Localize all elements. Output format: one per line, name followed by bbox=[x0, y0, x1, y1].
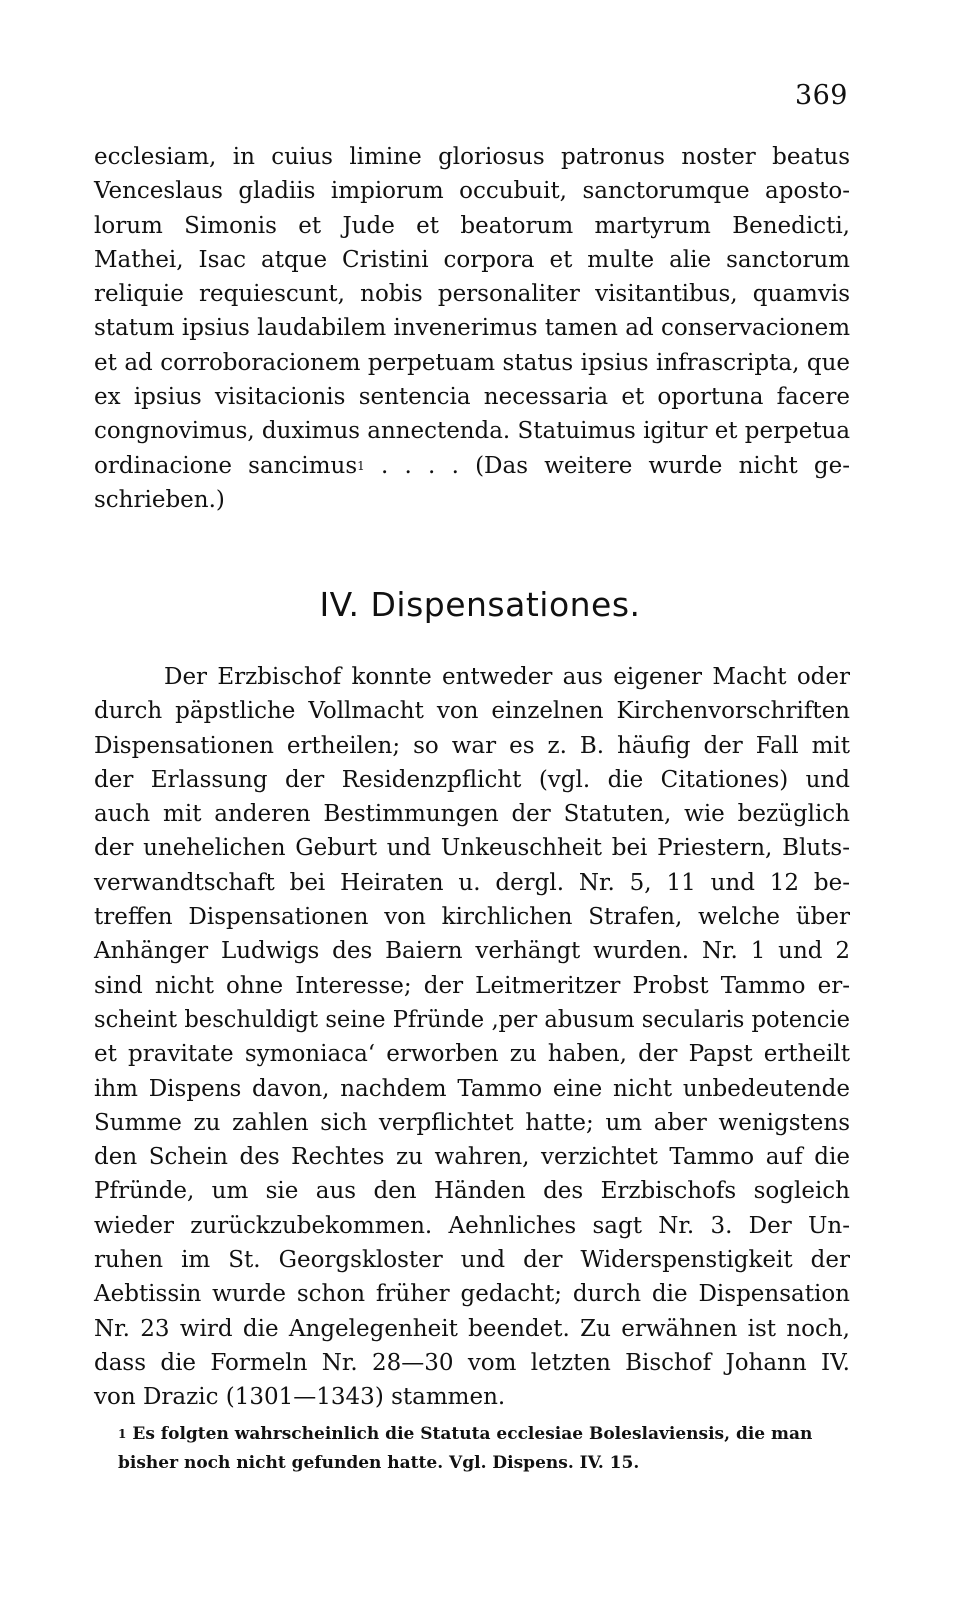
text-line: der Erlassung der Residenzpflicht (vgl. die Citationes) und bbox=[94, 766, 850, 793]
text-fragment: . . . . (Das weitere wurde nicht ge- bbox=[381, 452, 850, 479]
text-line: durch päpstliche Vollmacht von einzelnen Kirchenvorschriften bbox=[94, 698, 850, 725]
text-line: auch mit anderen Bestimmungen der Statuten, wie bezüglich bbox=[94, 801, 850, 828]
continuation-paragraph bbox=[94, 140, 850, 517]
text-line: Der Erzbischof konnte entweder aus eigener Macht oder bbox=[164, 664, 850, 690]
text-line: statum ipsius laudabilem invenerimus tamen ad conservacionem bbox=[94, 315, 850, 342]
footnote-reference[interactable]: 1 bbox=[357, 458, 365, 473]
text-line: von Drazic (1301—1343) stammen. bbox=[94, 1384, 506, 1411]
text-line: reliquie requiescunt, nobis personaliter visitantibus, quamvis bbox=[94, 281, 850, 308]
text-fragment: ordinacione sancimus bbox=[94, 452, 358, 479]
text-line: dass die Formeln Nr. 28—30 vom letzten Bischof Johann IV. bbox=[94, 1349, 850, 1376]
footnote-line: bisher noch nicht gefunden hatte. Vgl. Dispens. IV. 15. bbox=[118, 1453, 640, 1473]
text-line: et ad corroboracionem perpetuam status ipsius infrascripta, que bbox=[94, 349, 850, 376]
text-line: den Schein des Rechtes zu wahren, verzichtet Tammo auf die bbox=[94, 1144, 850, 1171]
footnote-text: Es folgten wahrscheinlich die Statuta ecclesiae Boleslaviensis, die man bbox=[132, 1424, 813, 1444]
text-line: Venceslaus gladiis impiorum occubuit, sanctorumque aposto- bbox=[94, 178, 850, 205]
body-paragraph bbox=[94, 660, 850, 1415]
text-line: ihm Dispens davon, nachdem Tammo eine nicht unbedeutende bbox=[94, 1075, 850, 1102]
footnote-line bbox=[118, 1420, 854, 1449]
page-number: 369 bbox=[794, 80, 848, 111]
text-line: treffen Dispensationen von kirchlichen Strafen, welche über bbox=[94, 904, 850, 931]
text-line: verwandtschaft bei Heiraten u. dergl. Nr. 5, 11 und 12 be- bbox=[94, 869, 850, 896]
text-line: schrieben.) bbox=[94, 486, 225, 513]
text-line: Mathei, Isac atque Cristini corpora et multe alie sanctorum bbox=[94, 246, 850, 273]
text-line: Anhänger Ludwigs des Baiern verhängt wurden. Nr. 1 und 2 bbox=[94, 938, 850, 965]
text-line: congnovimus, duximus annectenda. Statuimus igitur et perpetua bbox=[94, 418, 850, 445]
text-line: sind nicht ohne Interesse; der Leitmeritzer Probst Tammo er- bbox=[94, 972, 850, 999]
text-line: Summe zu zahlen sich verpflichtet hatte; um aber wenigstens bbox=[94, 1109, 850, 1136]
section-heading: IV. Dispensationes. bbox=[319, 585, 641, 624]
text-line bbox=[94, 449, 850, 483]
text-line: scheint beschuldigt seine Pfründe ‚per abusum secularis potencie bbox=[94, 1006, 850, 1033]
text-line: et pravitate symoniaca‘ erworben zu haben, der Papst ertheilt bbox=[94, 1041, 850, 1068]
text-line: ecclesiam, in cuius limine gloriosus patronus noster beatus bbox=[94, 144, 850, 170]
text-line: lorum Simonis et Jude et beatorum martyrum Benedicti, bbox=[94, 212, 850, 239]
footnote-mark: 1 bbox=[118, 1427, 127, 1441]
text-line: Nr. 23 wird die Angelegenheit beendet. Zu erwähnen ist noch, bbox=[94, 1315, 850, 1342]
footnote bbox=[118, 1420, 854, 1478]
text-line: Dispensationen ertheilen; so war es z. B. häufig der Fall mit bbox=[94, 732, 850, 759]
text-line: wieder zurückzubekommen. Aehnliches sagt Nr. 3. Der Un- bbox=[94, 1212, 850, 1239]
text-line: Aebtissin wurde schon früher gedacht; durch die Dispensation bbox=[94, 1281, 850, 1308]
text-line: ex ipsius visitacionis sentencia necessaria et oportuna facere bbox=[94, 384, 850, 411]
text-line: Pfründe, um sie aus den Händen des Erzbischofs sogleich bbox=[94, 1178, 850, 1205]
text-line: ruhen im St. Georgskloster und der Widerspenstigkeit der bbox=[94, 1247, 850, 1274]
text-line: der unehelichen Geburt und Unkeuschheit bei Priestern, Bluts- bbox=[94, 835, 850, 862]
